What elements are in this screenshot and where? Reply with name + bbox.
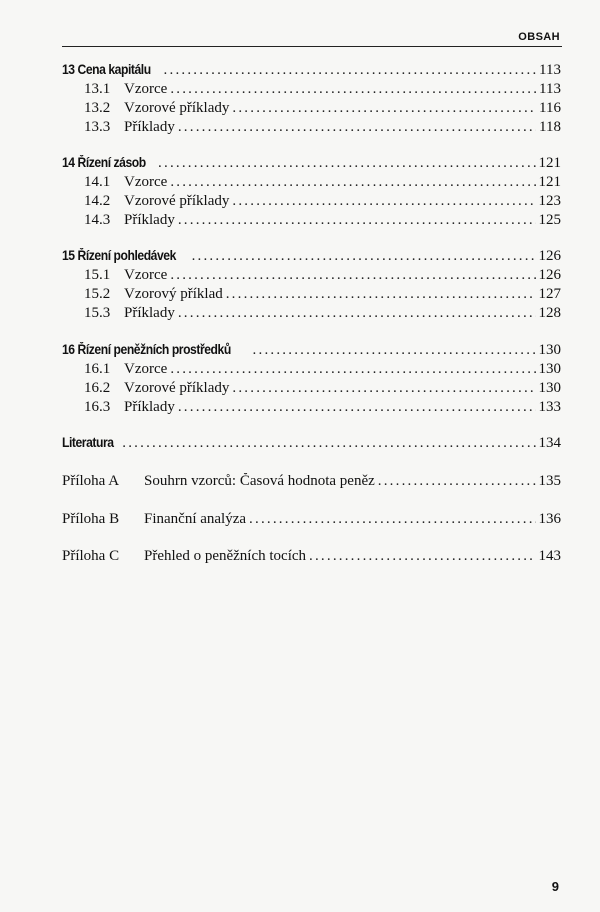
- toc-appendix-a[interactable]: [62, 473, 561, 491]
- dot-leader: [192, 248, 536, 265]
- literature-title: Literatura: [62, 435, 114, 450]
- dot-leader: [178, 399, 536, 416]
- page-ref: 121: [538, 174, 561, 190]
- dot-leader: [226, 286, 536, 303]
- chapter-title: 13 Cena kapitálu: [62, 62, 151, 77]
- appendix-title: Finanční analýza: [144, 511, 247, 527]
- toc-literature[interactable]: [62, 435, 561, 453]
- page-ref: 118: [539, 119, 561, 135]
- page-number: 9: [551, 879, 559, 894]
- section-number: 14.1: [84, 174, 111, 190]
- dot-leader: [122, 435, 535, 452]
- page-ref: 130: [538, 380, 561, 396]
- page-ref: 133: [538, 399, 561, 415]
- section-title: Vzorce: [124, 267, 168, 283]
- section-title: Příklady: [124, 305, 175, 321]
- dot-leader: [178, 119, 536, 136]
- section-number: 13.1: [84, 81, 111, 97]
- section-title: Vzorové příklady: [124, 100, 230, 116]
- dot-leader: [232, 380, 535, 397]
- page-ref: 113: [539, 62, 561, 78]
- section-number: 13.2: [84, 100, 111, 116]
- page-ref: 125: [538, 212, 561, 228]
- dot-leader: [178, 305, 536, 322]
- dot-leader: [158, 155, 535, 172]
- toc-chapter-16[interactable]: [62, 342, 561, 360]
- section-number: 15.2: [84, 286, 111, 302]
- appendix-title: Souhrn vzorců: Časová hodnota peněz: [144, 473, 375, 489]
- page-ref: 121: [538, 155, 561, 171]
- toc-chapter-15[interactable]: [62, 248, 561, 266]
- section-title: Příklady: [124, 399, 175, 415]
- section-title: Vzorce: [124, 361, 168, 377]
- section-title: Příklady: [124, 212, 175, 228]
- section-title: Vzorce: [124, 174, 168, 190]
- header-rule: [62, 46, 562, 47]
- page-ref: 135: [538, 473, 561, 489]
- page-ref: 143: [538, 548, 561, 564]
- section-title: Příklady: [124, 119, 175, 135]
- section-number: 16.3: [84, 399, 111, 415]
- toc-section-16-1[interactable]: [84, 361, 561, 379]
- chapter-title: 14 Řízení zásob: [62, 155, 146, 170]
- toc-section-13-2[interactable]: [84, 100, 561, 118]
- toc-appendix-b[interactable]: [62, 511, 561, 529]
- dot-leader: [232, 100, 536, 117]
- page-ref: 130: [538, 342, 561, 358]
- section-number: 15.1: [84, 267, 111, 283]
- toc-section-15-2[interactable]: [84, 286, 561, 304]
- appendix-label: Příloha A: [62, 473, 120, 489]
- toc-section-14-2[interactable]: [84, 193, 561, 211]
- section-number: 14.3: [84, 212, 111, 228]
- appendix-label: Příloha C: [62, 548, 120, 564]
- page-ref: 130: [538, 361, 561, 377]
- dot-leader: [309, 548, 535, 565]
- chapter-title: 15 Řízení pohledávek: [62, 248, 176, 263]
- page-ref: 126: [538, 248, 561, 264]
- toc-section-16-2[interactable]: [84, 380, 561, 398]
- section-number: 13.3: [84, 119, 111, 135]
- section-title: Vzorový příklad: [124, 286, 223, 302]
- dot-leader: [178, 212, 536, 229]
- appendix-title: Přehled o peněžních tocích: [144, 548, 307, 564]
- toc-section-15-1[interactable]: [84, 267, 561, 285]
- page-ref: 113: [539, 81, 561, 97]
- page-ref: 126: [538, 267, 561, 283]
- dot-leader: [170, 81, 536, 98]
- page-ref: 116: [539, 100, 561, 116]
- page-ref: 136: [538, 511, 561, 527]
- section-number: 14.2: [84, 193, 111, 209]
- toc-section-13-1[interactable]: [84, 81, 561, 99]
- dot-leader: [170, 174, 535, 191]
- dot-leader: [164, 62, 537, 79]
- dot-leader: [170, 267, 535, 284]
- toc-section-14-3[interactable]: [84, 212, 561, 230]
- dot-leader: [249, 511, 535, 528]
- toc-chapter-14[interactable]: [62, 155, 561, 173]
- dot-leader: [378, 473, 536, 490]
- toc-section-13-3[interactable]: [84, 119, 561, 137]
- chapter-title: 16 Řízení peněžních prostředků: [62, 342, 231, 357]
- toc-section-15-3[interactable]: [84, 305, 561, 323]
- section-number: 16.1: [84, 361, 111, 377]
- toc-chapter-13[interactable]: [62, 62, 561, 80]
- page-ref: 128: [538, 305, 561, 321]
- appendix-label: Příloha B: [62, 511, 120, 527]
- page-ref: 123: [538, 193, 561, 209]
- running-header: OBSAH: [518, 31, 560, 43]
- dot-leader: [253, 342, 536, 359]
- section-title: Vzorové příklady: [124, 193, 230, 209]
- section-number: 16.2: [84, 380, 111, 396]
- toc-section-14-1[interactable]: [84, 174, 561, 192]
- page-ref: 127: [538, 286, 561, 302]
- section-title: Vzorové příklady: [124, 380, 230, 396]
- section-title: Vzorce: [124, 81, 168, 97]
- section-number: 15.3: [84, 305, 111, 321]
- page-ref: 134: [538, 435, 561, 451]
- toc-appendix-c[interactable]: [62, 548, 561, 566]
- dot-leader: [170, 361, 535, 378]
- dot-leader: [232, 193, 535, 210]
- toc-section-16-3[interactable]: [84, 399, 561, 417]
